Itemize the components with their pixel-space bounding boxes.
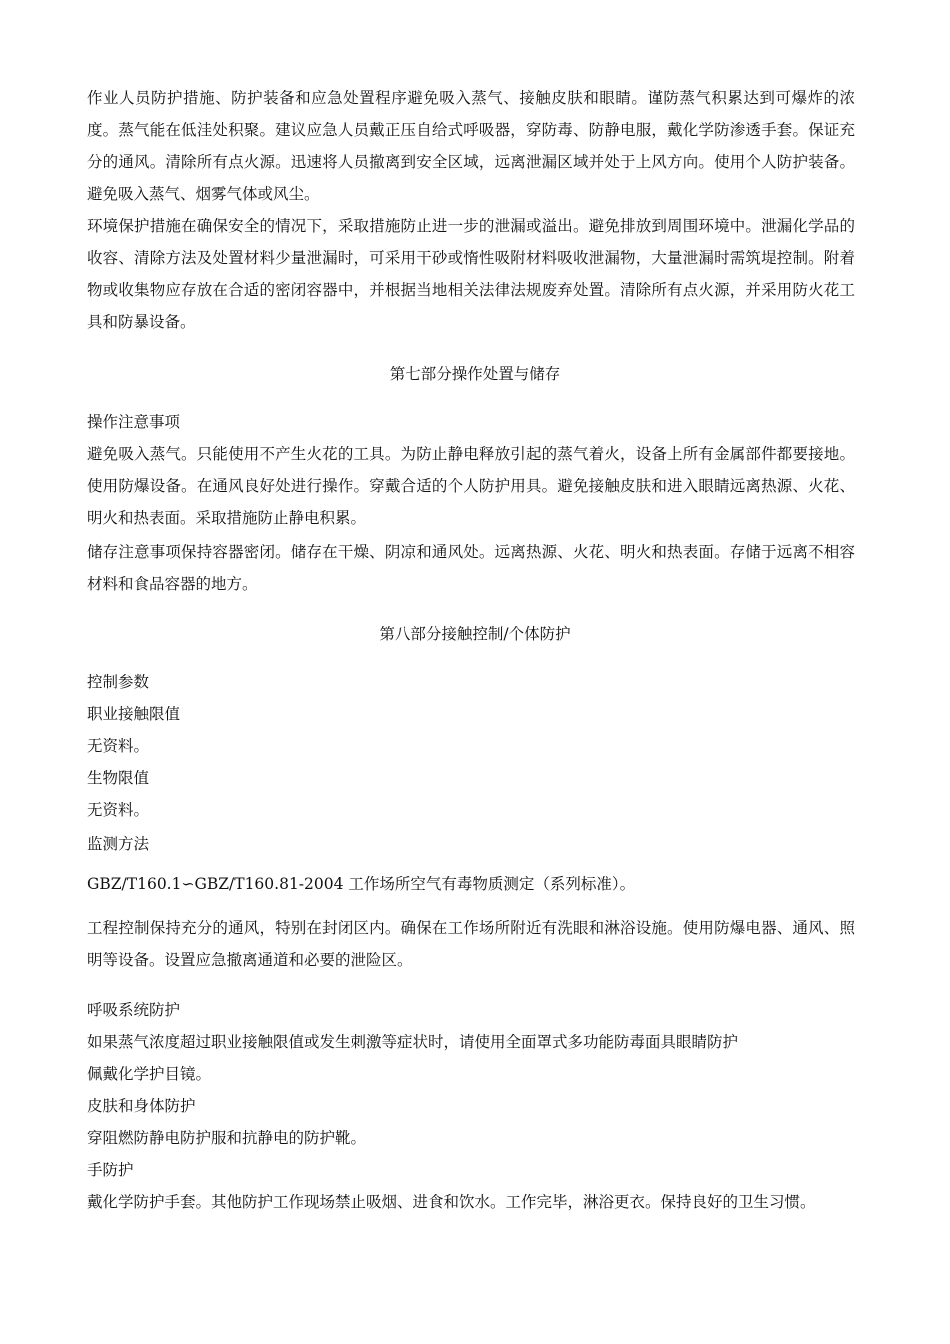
oel-label: 职业接触限值 xyxy=(87,705,181,723)
eye-protection-value: 佩戴化学护目镜。 xyxy=(87,1065,212,1083)
operation-notes-label: 操作注意事项 xyxy=(87,413,181,431)
control-params-label: 控制参数 xyxy=(87,673,150,691)
section-8-heading: 第八部分接触控制/个体防护 xyxy=(379,625,571,643)
hand-protection-paragraph: 戴化学防护手套。其他防护工作现场禁止吸烟、进食和饮水。工作完毕，淋浴更衣。保持良好的卫生习惯。 xyxy=(87,1193,816,1211)
oel-value: 无资料。 xyxy=(87,737,150,755)
storage-notes-paragraph: 储存注意事项保持容器密闭。储存在干燥、阴凉和通风处。远离热源、火花、明火和热表面。存储于远离不相容材料和食品容器的地方。 xyxy=(87,543,855,593)
skin-protection-value: 穿阻燃防静电防护服和抗静电的防护靴。 xyxy=(87,1129,367,1147)
bio-limit-label: 生物限值 xyxy=(87,769,150,787)
engineering-control-paragraph: 工程控制保持充分的通风，特别在封闭区内。确保在工作场所附近有洗眼和淋浴设施。使用防爆电器、通风、照明等设备。设置应急撤离通道和必要的泄险区。 xyxy=(87,919,855,969)
hand-protection-label: 手防护 xyxy=(87,1161,134,1179)
bio-limit-value: 无资料。 xyxy=(87,801,150,819)
personnel-protection-paragraph: 作业人员防护措施、防护装备和应急处置程序避免吸入蒸气、接触皮肤和眼睛。谨防蒸气积累达到可爆炸的浓度。蒸气能在低洼处积聚。建议应急人员戴正压自给式呼吸器，穿防毒、防静电服，戴化学防渗透手套。保证充分的通风。清除所有点火源。迅速将人员撤离到安全区域，远离泄漏区域并处于上风方向。使用个人防护装备。避免吸入蒸气、烟雾气体或风尘。 xyxy=(87,89,855,203)
monitor-method-value: GBZ/T160.1∽GBZ/T160.81-2004 工作场所空气有毒物质测定（系列标准）。 xyxy=(87,875,636,893)
skin-protection-label: 皮肤和身体防护 xyxy=(87,1097,196,1115)
section-7-heading: 第七部分操作处置与储存 xyxy=(389,365,561,383)
monitor-method-label: 监测方法 xyxy=(87,835,150,853)
environment-protection-paragraph: 环境保护措施在确保安全的情况下，采取措施防止进一步的泄漏或溢出。避免排放到周围环境中。泄漏化学品的收容、清除方法及处置材料少量泄漏时，可采用干砂或惰性吸附材料吸收泄漏物，大量泄漏时需筑堤控制。附着物或收集物应存放在合适的密闭容器中，并根据当地相关法律法规废弃处置。清除所有点火源，并采用防火花工具和防暴设备。 xyxy=(87,217,855,331)
operation-notes-paragraph: 避免吸入蒸气。只能使用不产生火花的工具。为防止静电释放引起的蒸气着火，设备上所有金属部件都要接地。使用防爆设备。在通风良好处进行操作。穿戴合适的个人防护用具。避免接触皮肤和进入眼睛远离热源、火花、明火和热表面。采取措施防止静电积累。 xyxy=(87,445,855,527)
respiratory-protection-value: 如果蒸气浓度超过职业接触限值或发生刺激等症状时，请使用全面罩式多功能防毒面具眼睛防护 xyxy=(87,1033,739,1051)
respiratory-protection-label: 呼吸系统防护 xyxy=(87,1001,181,1019)
